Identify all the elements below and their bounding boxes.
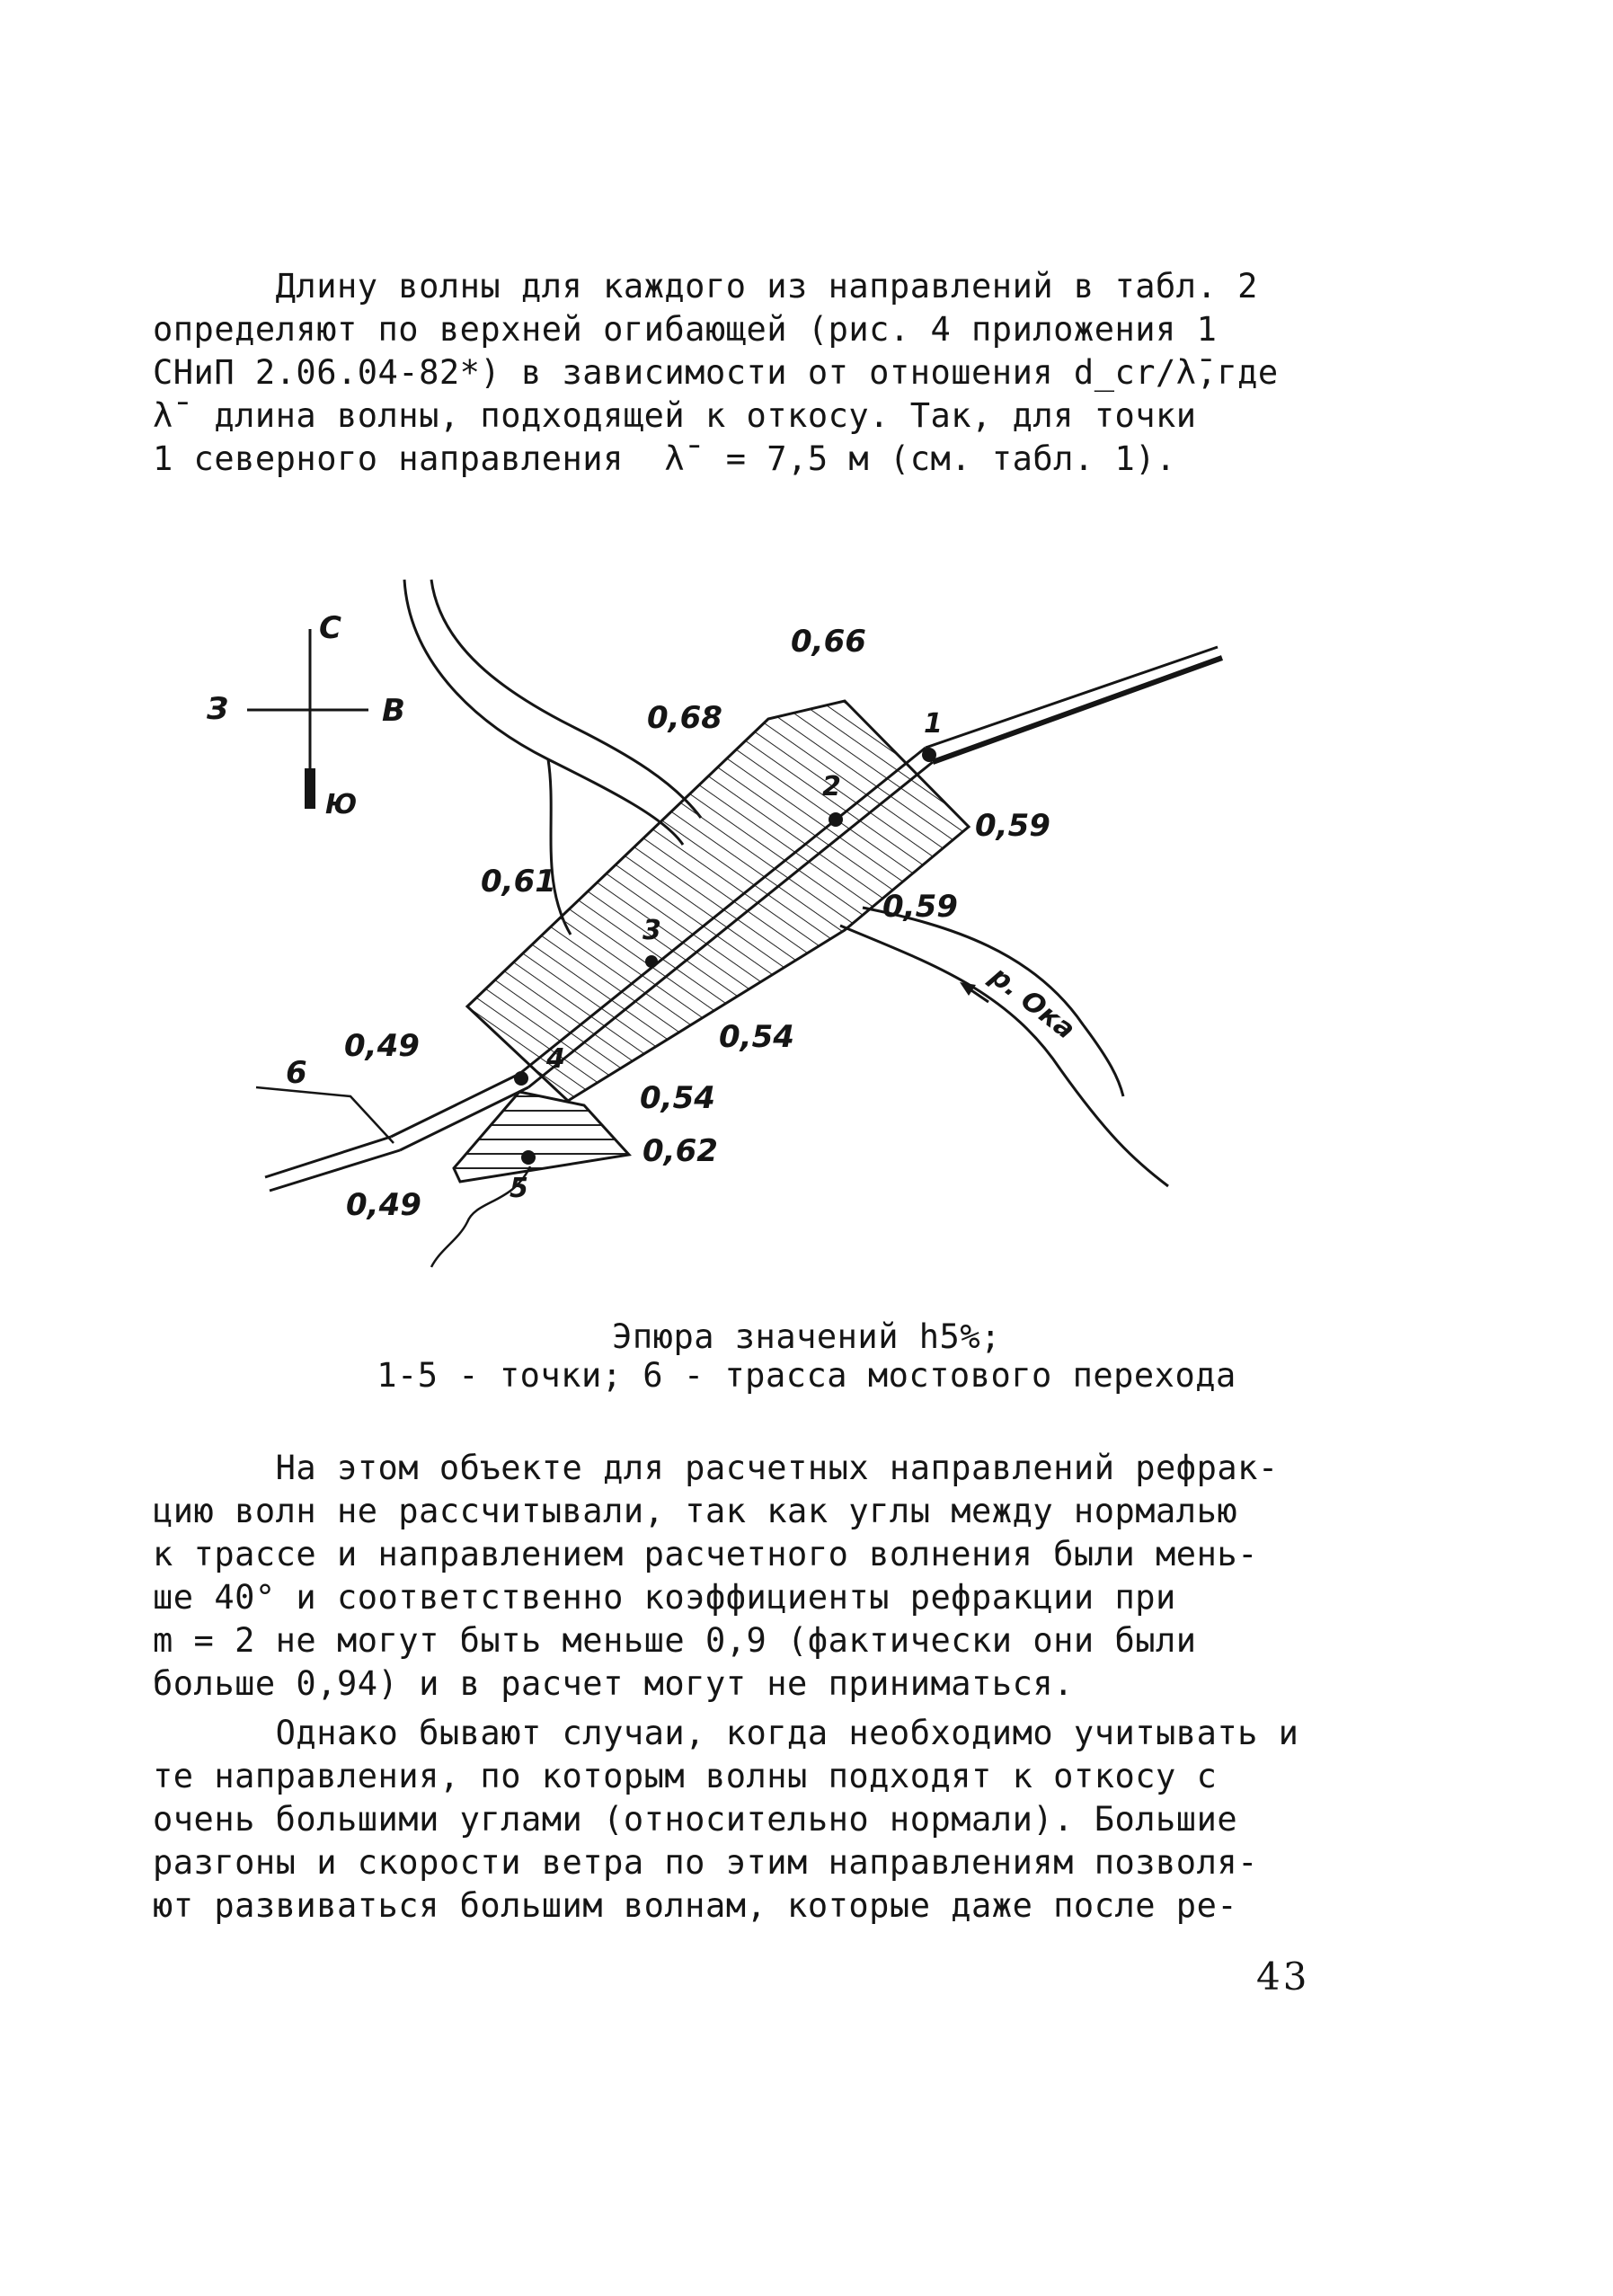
wave-height-diagram	[0, 557, 1613, 1276]
point-1-label: 1	[924, 708, 943, 740]
value-upper-left: 0,68	[647, 700, 722, 736]
paragraph-line: ше 40° и соответственно коэффициенты рефракции при	[153, 1578, 1176, 1617]
paragraph-line: те направления, по которым волны подходят к откосу с	[153, 1757, 1218, 1795]
value-left-bottom: 0,49	[346, 1187, 421, 1223]
paragraph-line: 1 северного направления λ̄ = 7,5 м (см. табл. 1).	[153, 439, 1176, 478]
paragraph-line: разгоны и скорости ветра по этим направлениям позволя-	[153, 1843, 1258, 1882]
paragraph-line: определяют по верхней огибающей (рис. 4 приложения 1	[153, 310, 1218, 349]
value-right-lower: 0,59	[882, 889, 958, 925]
route-label: 6	[286, 1055, 307, 1091]
value-top: 0,66	[791, 624, 866, 660]
value-bottom-right: 0,54	[640, 1080, 715, 1116]
route-right-lower	[933, 658, 1222, 762]
paragraph-refraction	[153, 1447, 1348, 1706]
compass-east-label: В	[382, 693, 405, 729]
point-4-dot	[514, 1071, 528, 1086]
figure-caption-title: Эпюра значений h5%;	[612, 1317, 1001, 1356]
compass-west-label: З	[207, 691, 229, 727]
route-right-upper	[926, 647, 1218, 748]
value-small-right: 0,62	[643, 1133, 718, 1169]
paragraph-line: λ̄ длина волны, подходящей к откосу. Так, для точки	[153, 396, 1197, 435]
value-right-upper: 0,59	[975, 808, 1050, 844]
compass-north-label: С	[319, 610, 341, 646]
paragraph-large-angles	[153, 1712, 1348, 1928]
point-5-dot	[521, 1150, 536, 1165]
paragraph-line: ют развиваться большим волнам, которые даже после ре-	[153, 1886, 1238, 1925]
paragraph-line: СНиП 2.06.04-82*) в зависимости от отношения d_cr/λ̄,где	[153, 353, 1279, 392]
value-bottom-mid: 0,54	[719, 1019, 794, 1055]
route-leader-line	[256, 1087, 394, 1143]
river-flow-arrowhead	[960, 982, 976, 996]
paragraph-line: очень большими углами (относительно нормали). Большие	[153, 1800, 1238, 1839]
route-left-upper	[265, 1137, 391, 1177]
paragraph-line: m = 2 не могут быть меньше 0,9 (фактически они были	[153, 1621, 1197, 1660]
figure-caption-legend: 1-5 - точки; 6 - трасса мостового перехода	[377, 1356, 1236, 1395]
paragraph-line: больше 0,94) и в расчет могут не приниматься.	[153, 1664, 1074, 1703]
compass-south-arrow	[305, 768, 315, 809]
compass	[206, 610, 405, 820]
paragraph-line: Длину волны для каждого из направлений в табл. 2	[153, 267, 1258, 306]
value-left-low: 0,49	[344, 1028, 420, 1064]
paragraph-line: Однако бывают случаи, когда необходимо учитывать и	[153, 1714, 1299, 1752]
point-2-label: 2	[822, 771, 841, 802]
point-1-dot	[922, 748, 936, 762]
shore-line-left	[548, 759, 571, 935]
paragraph-line: цию волн не рассчитывали, так как углы между нормалью	[153, 1492, 1238, 1530]
river-bank-lower-inner	[863, 908, 1123, 1096]
point-4-label: 4	[546, 1043, 565, 1075]
point-5-label: 5	[510, 1173, 528, 1204]
point-3-dot	[645, 955, 658, 968]
value-left-mid: 0,61	[481, 864, 556, 900]
page-number: 43	[1256, 1955, 1310, 1999]
compass-south-label: Ю	[325, 789, 358, 820]
paragraph-line: На этом объекте для расчетных направлений рефрак-	[153, 1449, 1279, 1487]
paragraph-wave-length	[153, 265, 1348, 481]
point-2-dot	[829, 812, 843, 827]
river-label: р. Ока	[984, 960, 1081, 1046]
paragraph-line: к трассе и направлением расчетного волнения были мень-	[153, 1535, 1258, 1574]
point-3-label: 3	[643, 915, 661, 946]
river-bank-upper-inner	[431, 580, 701, 818]
wave-height-zone-small	[454, 1092, 629, 1182]
